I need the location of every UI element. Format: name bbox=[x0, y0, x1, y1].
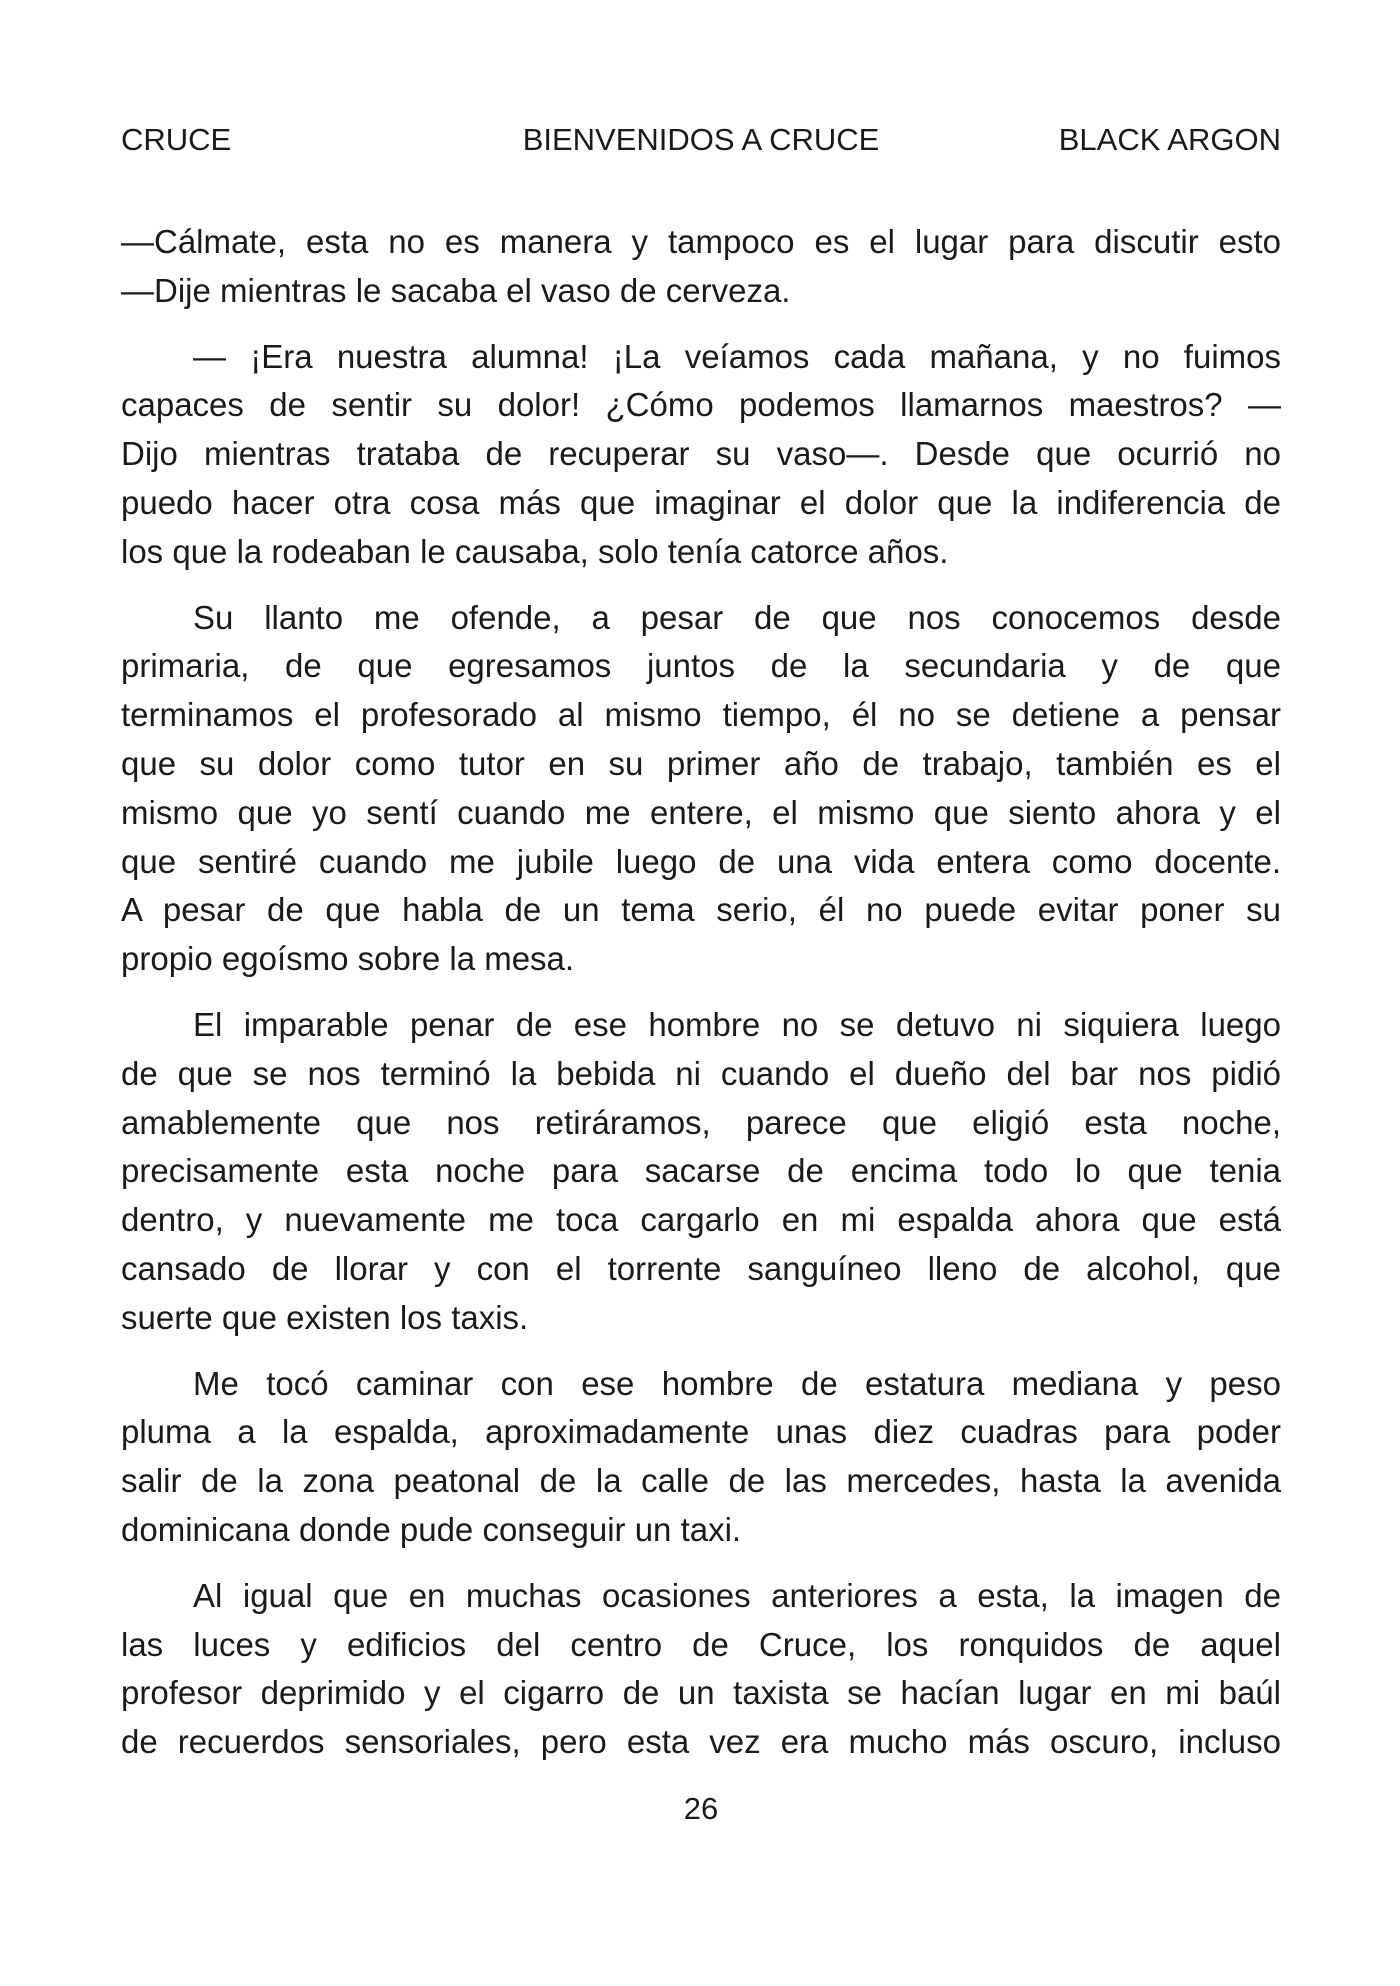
text-line: que sentiré cuando me jubile luego de una vida entera como docente. bbox=[121, 842, 1281, 880]
text-line: —Cálmate, esta no es manera y tampoco es el lugar para discutir esto bbox=[121, 223, 1281, 260]
text-line: dentro, y nuevamente me toca cargarlo en mi espalda ahora que está bbox=[121, 1201, 1281, 1239]
text-line: Su llanto me ofende, a pesar de que nos conocemos desde bbox=[193, 598, 1281, 636]
paragraph bbox=[121, 1572, 1281, 1767]
text-line: profesor deprimido y el cigarro de un taxista se hacían lugar en mi baúl bbox=[121, 1674, 1281, 1712]
text-line: de que se nos terminó la bebida ni cuando el dueño del bar nos pidió bbox=[121, 1054, 1281, 1092]
paragraph bbox=[121, 1001, 1281, 1343]
text-line: A pesar de que habla de un tema serio, él no puede evitar poner su bbox=[121, 891, 1281, 929]
running-header bbox=[121, 118, 1281, 162]
text-line: cansado de llorar y con el torrente sanguíneo lleno de alcohol, que bbox=[121, 1249, 1281, 1287]
paragraph bbox=[121, 333, 1281, 577]
text-line: precisamente esta noche para sacarse de encima todo lo que tenia bbox=[121, 1152, 1281, 1190]
text-line: amablemente que nos retiráramos, parece que eligió esta noche, bbox=[121, 1103, 1281, 1141]
text-line: Me tocó caminar con ese hombre de estatura mediana y peso bbox=[193, 1364, 1281, 1402]
book-page bbox=[121, 0, 1281, 1986]
text-line: puedo hacer otra cosa más que imaginar el dolor que la indiferencia de bbox=[121, 483, 1281, 521]
text-line: primaria, de que egresamos juntos de la secundaria y de que bbox=[121, 647, 1281, 685]
paragraph bbox=[121, 1360, 1281, 1555]
page-number: 26 bbox=[683, 1791, 719, 1826]
text-line: —Dije mientras le sacaba el vaso de cerveza. bbox=[121, 271, 791, 309]
text-line: Al igual que en muchas ocasiones anteriores a esta, la imagen de bbox=[193, 1576, 1281, 1614]
text-line: pluma a la espalda, aproximadamente unas diez cuadras para poder bbox=[121, 1413, 1281, 1451]
text-line: suerte que existen los taxis. bbox=[121, 1298, 529, 1336]
text-line: las luces y edificios del centro de Cruce, los ronquidos de aquel bbox=[121, 1625, 1281, 1663]
text-line: dominicana donde pude conseguir un taxi. bbox=[121, 1510, 742, 1548]
body-text bbox=[121, 218, 1281, 1784]
text-line: que su dolor como tutor en su primer año de trabajo, también es el bbox=[121, 744, 1281, 782]
text-line: El imparable penar de ese hombre no se detuvo ni siquiera luego bbox=[193, 1005, 1281, 1043]
paragraph bbox=[121, 594, 1281, 984]
text-line: terminamos el profesorado al mismo tiempo, él no se detiene a pensar bbox=[121, 696, 1281, 734]
text-line: salir de la zona peatonal de la calle de las mercedes, hasta la avenida bbox=[121, 1462, 1281, 1500]
header-chapter-title: BIENVENIDOS A CRUCE bbox=[522, 122, 880, 157]
header-book-title: CRUCE bbox=[121, 122, 232, 157]
text-line: capaces de sentir su dolor! ¿Cómo podemos llamarnos maestros? — bbox=[121, 386, 1281, 424]
text-line: los que la rodeaban le causaba, solo tenía catorce años. bbox=[121, 532, 949, 570]
text-line: Dijo mientras trataba de recuperar su vaso—. Desde que ocurrió no bbox=[121, 435, 1281, 473]
text-line: propio egoísmo sobre la mesa. bbox=[121, 940, 575, 978]
text-line: de recuerdos sensoriales, pero esta vez era mucho más oscuro, incluso bbox=[121, 1723, 1281, 1761]
text-line: — ¡Era nuestra alumna! ¡La veíamos cada mañana, y no fuimos bbox=[193, 337, 1281, 375]
header-author: BLACK ARGON bbox=[1058, 122, 1281, 157]
text-line: mismo que yo sentí cuando me entere, el mismo que siento ahora y el bbox=[121, 793, 1281, 831]
paragraph bbox=[121, 218, 1281, 316]
